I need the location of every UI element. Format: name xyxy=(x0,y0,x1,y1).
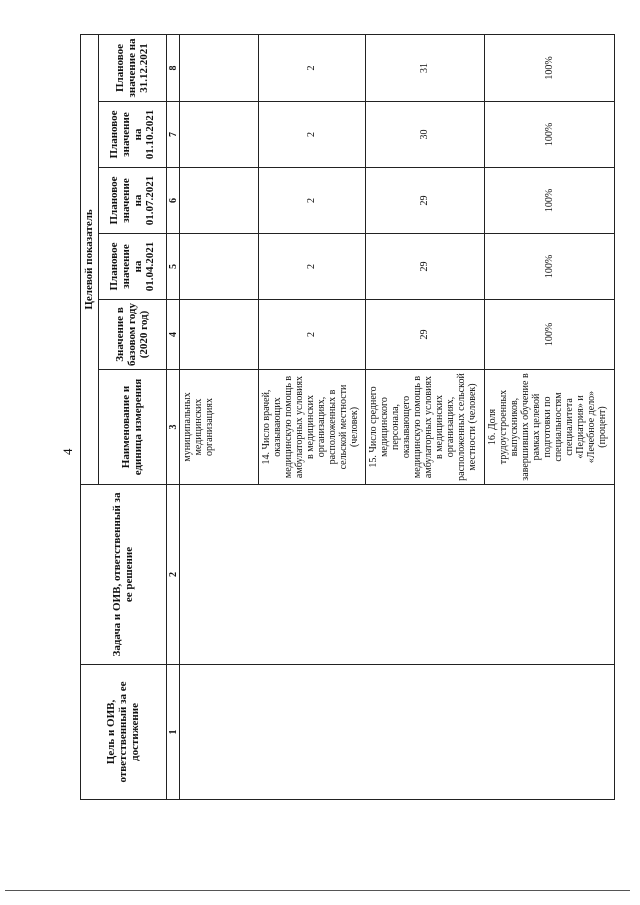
plan-q4-value xyxy=(180,34,258,101)
indicator-name: 14. Число врачей, оказывающих медицинскую помощь в амбулаторных условиях в медицинских организациях, расположенных в сельской местности (человек) xyxy=(258,370,365,485)
plan-q3-value: 2 xyxy=(258,102,365,168)
plan-q1-value: 29 xyxy=(366,234,485,300)
bottom-divider xyxy=(5,890,630,891)
plan-q2-value: 2 xyxy=(258,168,365,234)
header-plan-q4: Плановое значение на 31.12.2021 xyxy=(98,34,166,101)
column-number: 8 xyxy=(166,34,179,101)
table-row xyxy=(180,34,258,799)
plan-q1-value: 100% xyxy=(484,234,614,300)
base-value xyxy=(180,300,258,370)
header-base-value: Значение в базовом году (2020 год) xyxy=(98,300,166,370)
column-number: 7 xyxy=(166,102,179,168)
column-number: 1 xyxy=(166,665,179,800)
header-task: Задача и ОИВ, ответственный за ее решение xyxy=(81,485,167,665)
column-number: 2 xyxy=(166,485,179,665)
plan-q1-value: 2 xyxy=(258,234,365,300)
header-indicator-name: Наименование и единица измерения xyxy=(98,370,166,485)
plan-q4-value: 2 xyxy=(258,34,365,101)
plan-q4-value: 100% xyxy=(484,34,614,101)
base-value: 2 xyxy=(258,300,365,370)
column-number: 3 xyxy=(166,370,179,485)
page-number: 4 xyxy=(60,448,75,455)
column-number: 4 xyxy=(166,300,179,370)
plan-q4-value: 31 xyxy=(366,34,485,101)
task-cell xyxy=(180,485,615,665)
plan-q3-value: 30 xyxy=(366,102,485,168)
plan-q2-value xyxy=(180,168,258,234)
plan-q2-value: 100% xyxy=(484,168,614,234)
target-indicators-table xyxy=(80,34,615,800)
indicator-name: муниципальных медицинских организациях xyxy=(180,370,258,485)
column-number: 6 xyxy=(166,168,179,234)
rotated-table-wrapper xyxy=(80,35,615,800)
plan-q3-value xyxy=(180,102,258,168)
base-value: 29 xyxy=(366,300,485,370)
plan-q2-value: 29 xyxy=(366,168,485,234)
base-value: 100% xyxy=(484,300,614,370)
header-plan-q1: Плановое значение на 01.04.2021 xyxy=(98,234,166,300)
column-number: 5 xyxy=(166,234,179,300)
indicator-name: 16. Доля трудоустроенных выпускников, завершивших обучение в рамках целевой подготовки по специальностям специалитета «Педиатрия» и «Лечебное дело» (процент) xyxy=(484,370,614,485)
plan-q3-value: 100% xyxy=(484,102,614,168)
header-plan-q2: Плановое значение на 01.07.2021 xyxy=(98,168,166,234)
goal-cell xyxy=(180,665,615,800)
header-target-indicator: Целевой показатель xyxy=(81,34,99,484)
plan-q1-value xyxy=(180,234,258,300)
indicator-name: 15. Число среднего медицинского персонала, оказывающего медицинскую помощь в амбулаторных условиях в медицинских организациях, расположенных сельской местности (человек) xyxy=(366,370,485,485)
header-plan-q3: Плановое значение на 01.10.2021 xyxy=(98,102,166,168)
column-numbers-row xyxy=(166,34,179,799)
header-goal: Цель и ОИВ, ответственный за ее достижение xyxy=(81,665,167,800)
